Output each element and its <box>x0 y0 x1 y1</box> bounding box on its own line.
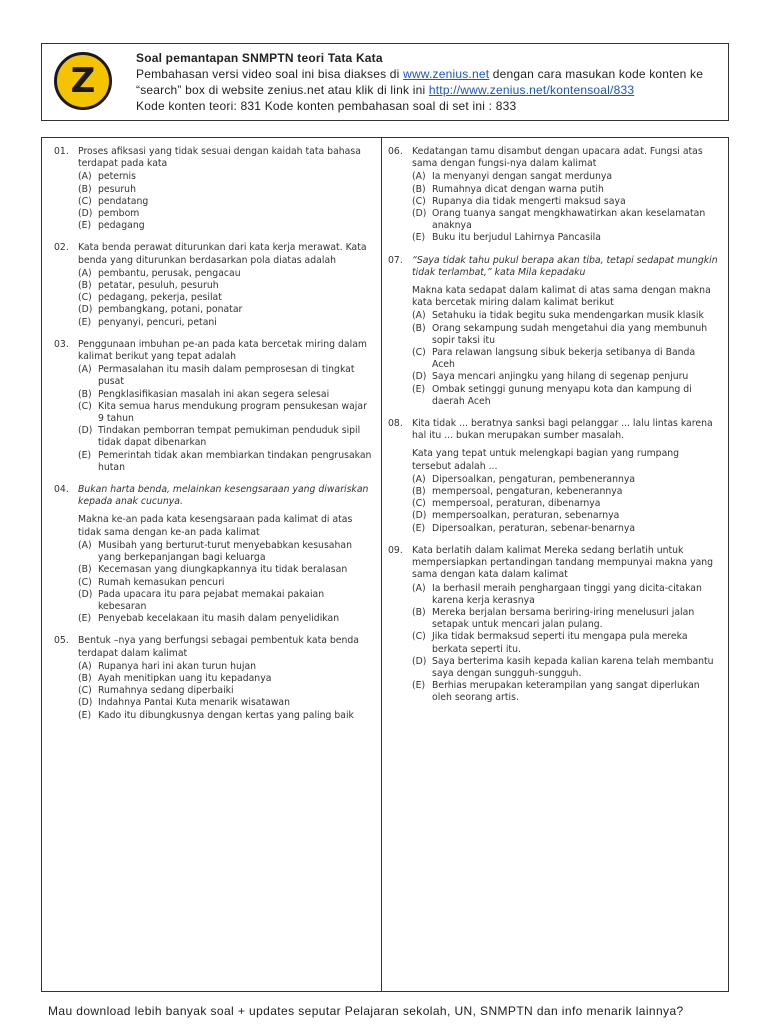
option-text: Ia menyanyi dengan sangat merdunya <box>432 171 613 183</box>
option-text: Kecemasan yang diungkapkannya itu tidak beralasan <box>98 564 348 576</box>
answer-option <box>412 474 720 486</box>
question-number: 04. <box>54 484 69 496</box>
question-number: 05. <box>54 635 69 647</box>
header-text <box>136 50 722 114</box>
option-letter: (B) <box>412 183 426 195</box>
option-letter: (E) <box>412 680 426 692</box>
option-letter: (A) <box>412 310 426 322</box>
option-letter: (C) <box>78 195 92 207</box>
question-sheet <box>41 137 729 992</box>
option-text: Ombak setinggi gunung menyapu kota dan kampung di daerah Aceh <box>432 383 692 407</box>
answer-option <box>78 171 374 183</box>
option-letter: (D) <box>412 655 427 667</box>
option-letter: (A) <box>78 660 92 672</box>
column-divider <box>381 138 382 991</box>
answer-option <box>78 317 374 329</box>
option-letter: (E) <box>412 522 426 534</box>
option-text: Mereka berjalan bersama beriring-iring menelusuri jalan setapak untuk mencari jalan pulang. <box>432 606 695 631</box>
option-text: Pada upacara itu para pejabat memakai pakaian kebesaran <box>98 588 325 612</box>
option-letter: (D) <box>78 425 93 437</box>
option-text: Saya mencari anjingku yang hilang di segenap penjuru <box>432 371 689 383</box>
question-item <box>54 242 374 328</box>
question-item <box>388 418 720 535</box>
option-text: Musibah yang berturut-turut menyebabkan kesusahan yang berkepanjangan bagi keluarga <box>98 539 352 564</box>
answer-option <box>78 268 374 280</box>
answer-option <box>412 656 720 680</box>
question-item <box>54 484 374 625</box>
option-letter: (C) <box>412 195 426 207</box>
question-stem: Proses afiksasi yang tidak sesuai dengan kaidah tata bahasa terdapat pada kata <box>78 146 361 170</box>
option-text: Berhias merupakan keterampilan yang sangat diperlukan oleh seorang artis. <box>432 680 700 704</box>
question-stem: Kata berlatih dalam kalimat Mereka sedang berlatih untuk mempersiapkan pertandingan tandang mempunyai makna yang sama dengan kata dalam kalimat <box>412 544 714 581</box>
option-letter: (A) <box>78 539 92 551</box>
answer-option <box>78 425 374 449</box>
header-line1 <box>136 66 722 82</box>
question-item <box>388 146 720 245</box>
option-text: Saya berterima kasih kepada kalian karena telah membantu saya dengan sungguh-sungguh. <box>432 655 714 679</box>
option-letter: (D) <box>78 304 93 316</box>
option-letter: (E) <box>78 316 92 328</box>
option-text: Penyebab kecelakaan itu masih dalam penyelidikan <box>98 613 340 625</box>
footer-text: Mau download lebih banyak soal + updates seputar Pelajaran sekolah, UN, SNMPTN dan info menarik lainnya? <box>48 1004 684 1018</box>
answer-option <box>412 347 720 371</box>
option-text: Orang tuanya sangat mengkhawatirkan akan keselamatan anaknya <box>432 208 706 232</box>
header-line2 <box>136 82 722 98</box>
option-letter: (E) <box>78 613 92 625</box>
option-text: pedagang, pekerja, pesilat <box>98 292 222 304</box>
question-body <box>78 242 374 328</box>
option-text: peternis <box>98 171 136 183</box>
header-line1-post: dengan cara masukan kode konten ke <box>489 67 704 81</box>
answer-option <box>78 196 374 208</box>
option-text: pembangkang, potani, ponatar <box>98 304 243 316</box>
question-number: 08. <box>388 418 403 430</box>
option-text: Kita semua harus mendukung program pensukesan wajar 9 tahun <box>98 400 367 425</box>
option-letter: (C) <box>78 292 92 304</box>
option-text: penyanyi, pencuri, petani <box>98 316 217 328</box>
option-letter: (C) <box>78 576 92 588</box>
question-item <box>388 545 720 705</box>
option-text: mempersoal, pengaturan, kebenerannya <box>432 486 623 498</box>
option-text: Pengklasifikasian masalah ini akan segera selesai <box>98 388 330 400</box>
header-title: Soal pemantapan SNMPTN teori Tata Kata <box>136 51 383 65</box>
question-item <box>54 635 374 721</box>
answer-option <box>78 589 374 613</box>
option-text: Indahnya Pantai Kuta menarik wisatawan <box>98 697 291 709</box>
option-text: Pemerintah tidak akan membiarkan tindakan pengrusakan hutan <box>98 449 372 473</box>
answer-option <box>78 697 374 709</box>
option-text: Setahuku ia tidak begitu suka mendengarkan musik klasik <box>432 310 704 322</box>
answer-option <box>412 232 720 244</box>
option-letter: (B) <box>78 672 92 684</box>
option-letter: (E) <box>412 383 426 395</box>
option-letter: (A) <box>412 582 426 594</box>
option-letter: (E) <box>78 709 92 721</box>
option-letter: (D) <box>78 588 93 600</box>
question-item <box>388 255 720 408</box>
answer-option <box>412 323 720 347</box>
answer-option <box>78 540 374 564</box>
option-text: Permasalahan itu masih dalam pemprosesan di tingkat pusat <box>98 364 355 388</box>
question-number: 02. <box>54 242 69 254</box>
question-stem: Bentuk –nya yang berfungsi sebagai pembentuk kata benda terdapat dalam kalimat <box>78 635 359 659</box>
answer-option <box>78 450 374 474</box>
option-letter: (E) <box>78 220 92 232</box>
question-stem: Bukan harta benda, melainkan kesengsaraan yang diwariskan kepada anak cucunya. <box>78 484 369 508</box>
option-text: pembom <box>98 208 140 220</box>
option-text: pendatang <box>98 195 149 207</box>
question-stem: Penggunaan imbuhan pe-an pada kata bercetak miring dalam kalimat berikut yang tepat adalah <box>78 338 367 363</box>
option-text: Dipersoalkan, pengaturan, pembenerannya <box>432 473 636 485</box>
option-letter: (C) <box>78 685 92 697</box>
option-letter: (A) <box>78 171 92 183</box>
answer-option <box>78 685 374 697</box>
question-note: Makna kata sedapat dalam kalimat di atas sama dengan makna kata bercetak miring dalam kalimat berikut <box>412 285 711 309</box>
question-stem: Kedatangan tamu disambut dengan upacara adat. Fungsi atas sama dengan fungsi-nya dalam kalimat <box>412 146 703 170</box>
option-letter: (A) <box>412 171 426 183</box>
option-letter: (B) <box>78 564 92 576</box>
option-text: Jika tidak bermaksud seperti itu mengapa pula mereka berkata seperti itu. <box>432 631 688 655</box>
option-text: petatar, pesuluh, pesuruh <box>98 280 219 292</box>
header-line2-pre: “search” box di website zenius.net atau klik di link ini <box>136 83 429 97</box>
answer-option <box>78 304 374 316</box>
answer-option <box>412 171 720 183</box>
answer-option <box>78 661 374 673</box>
option-letter: (C) <box>412 631 426 643</box>
answer-option <box>412 384 720 408</box>
answer-option <box>412 486 720 498</box>
option-letter: (A) <box>78 267 92 279</box>
question-note: Kata yang tepat untuk melengkapi bagian yang rumpang tersebut adalah ... <box>412 448 680 472</box>
answer-option <box>78 280 374 292</box>
option-letter: (B) <box>412 606 426 618</box>
question-number: 01. <box>54 146 69 157</box>
zenius-link[interactable]: www.zenius.net <box>403 67 490 81</box>
answer-option <box>78 292 374 304</box>
answer-option <box>78 389 374 401</box>
header-line3: Kode konten teori: 831 Kode konten pembahasan soal di set ini : 833 <box>136 99 517 113</box>
option-text: mempersoalkan, peraturan, sebenarnya <box>432 510 620 522</box>
question-item <box>54 146 374 232</box>
option-text: Buku itu berjudul Lahirnya Pancasila <box>432 232 601 244</box>
option-text: Orang sekampung sudah mengetahui dia yang membunuh sopir taksi itu <box>432 322 708 346</box>
answer-option <box>78 613 374 625</box>
answer-option <box>412 583 720 607</box>
answer-option <box>412 607 720 631</box>
option-text: pesuruh <box>98 183 136 195</box>
answer-option <box>412 510 720 522</box>
answer-option <box>78 401 374 425</box>
question-body <box>412 545 720 705</box>
option-text: Rumah kemasukan pencuri <box>98 576 225 588</box>
question-body <box>78 146 374 232</box>
question-body <box>78 635 374 721</box>
option-letter: (D) <box>412 371 427 383</box>
option-letter: (B) <box>412 322 426 334</box>
header-line1-pre: Pembahasan versi video soal ini bisa diakses di <box>136 67 404 81</box>
answer-option <box>78 208 374 220</box>
question-number: 06. <box>388 146 403 157</box>
option-letter: (A) <box>78 364 92 376</box>
question-stem: Kita tidak ... beratnya sanksi bagi pelanggar ... lalu lintas karena hal itu ... bukan merupakan sumber masalah. <box>412 418 713 442</box>
option-text: Rupanya hari ini akan turun hujan <box>98 660 257 672</box>
question-stem: “Saya tidak tahu pukul berapa akan tiba, tetapi sedapat mungkin tidak terlambat,” kata Mila kepadaku <box>412 254 718 278</box>
option-text: Rumahnya dicat dengan warna putih <box>432 183 604 195</box>
question-number: 07. <box>388 254 403 266</box>
answer-option <box>412 310 720 322</box>
answer-option <box>78 184 374 196</box>
answer-option <box>412 196 720 208</box>
answer-option <box>412 523 720 535</box>
answer-option <box>412 631 720 655</box>
option-letter: (C) <box>78 400 92 412</box>
option-letter: (E) <box>78 449 92 461</box>
header-box <box>41 43 729 121</box>
question-number: 09. <box>388 544 403 556</box>
option-letter: (D) <box>412 510 427 522</box>
answer-option <box>78 564 374 576</box>
question-body <box>412 255 720 408</box>
option-letter: (D) <box>78 697 93 709</box>
option-text: Dipersoalkan, peraturan, sebenar-benarnya <box>432 522 636 534</box>
option-letter: (A) <box>412 473 426 485</box>
option-letter: (C) <box>412 347 426 359</box>
option-letter: (E) <box>412 232 426 244</box>
answer-option <box>412 498 720 510</box>
option-text: Rumahnya sedang diperbaiki <box>98 685 234 697</box>
option-letter: (B) <box>412 486 426 498</box>
question-body <box>412 146 720 245</box>
question-number: 03. <box>54 338 69 350</box>
option-text: Ia berhasil meraih penghargaan tinggi yang dicita-citakan karena kerja kerasnya <box>432 582 702 606</box>
option-text: pembantu, perusak, pengacau <box>98 267 241 279</box>
question-body <box>78 484 374 625</box>
answer-option <box>78 220 374 232</box>
answer-option <box>78 364 374 388</box>
left-column <box>54 146 374 732</box>
option-letter: (B) <box>78 280 92 292</box>
question-body <box>78 339 374 474</box>
option-letter: (B) <box>78 388 92 400</box>
answer-option <box>412 680 720 704</box>
option-text: Tindakan pemborran tempat pemukiman penduduk sipil tidak dapat dibenarkan <box>98 425 361 449</box>
logo-letter: Z <box>70 61 96 101</box>
option-text: pedagang <box>98 220 145 232</box>
question-note: Makna ke-an pada kata kesengsaraan pada kalimat di atas tidak sama dengan ke-an pada kalimat <box>78 514 353 538</box>
answer-option <box>78 577 374 589</box>
option-text: Ayah menitipkan uang itu kepadanya <box>98 672 272 684</box>
option-text: mempersoal, peraturan, dibenarnya <box>432 498 601 510</box>
option-letter: (D) <box>412 208 427 220</box>
option-letter: (D) <box>78 208 93 220</box>
zenius-logo <box>54 52 112 110</box>
option-text: Para relawan langsung sibuk bekerja setibanya di Banda Aceh <box>432 347 696 371</box>
answer-option <box>412 184 720 196</box>
answer-option <box>412 371 720 383</box>
option-letter: (B) <box>78 183 92 195</box>
option-text: Rupanya dia tidak mengerti maksud saya <box>432 195 626 207</box>
answer-option <box>78 710 374 722</box>
right-column <box>388 146 720 715</box>
question-stem: Kata benda perawat diturunkan dari kata kerja merawat. Kata benda yang diturunkan berdasarkan pola diatas adalah <box>78 242 367 266</box>
answer-option <box>412 208 720 232</box>
question-item <box>54 339 374 474</box>
option-text: Kado itu dibungkusnya dengan kertas yang paling baik <box>98 709 354 721</box>
answer-option <box>78 673 374 685</box>
question-body <box>412 418 720 535</box>
option-letter: (C) <box>412 498 426 510</box>
kontensoal-link[interactable]: http://www.zenius.net/kontensoal/833 <box>428 83 635 97</box>
